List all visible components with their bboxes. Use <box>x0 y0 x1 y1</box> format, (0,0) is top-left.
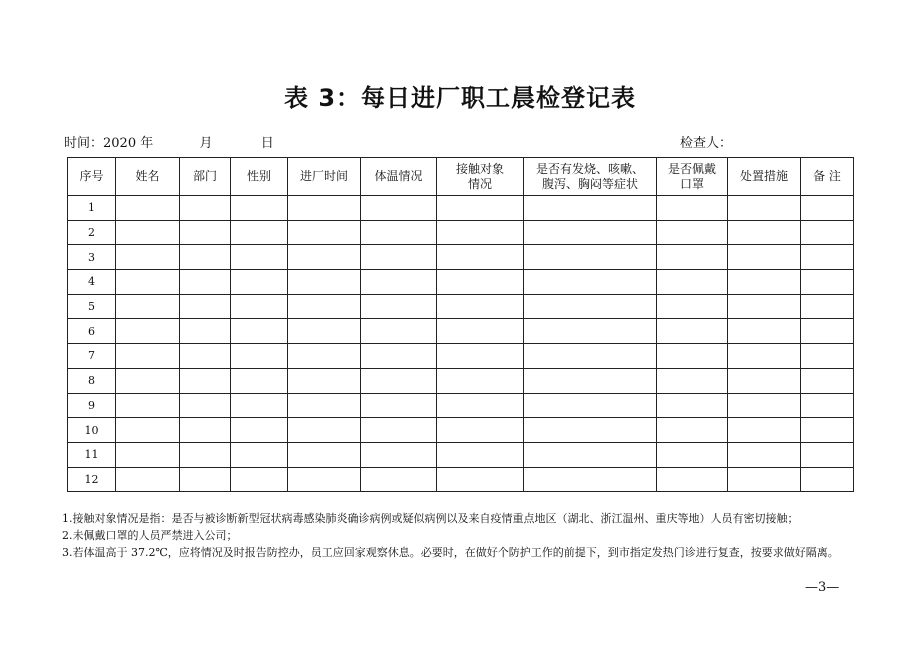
day-label: 日 <box>260 136 274 151</box>
table-cell[interactable] <box>288 319 361 344</box>
table-cell[interactable] <box>524 393 657 418</box>
table-cell[interactable] <box>231 467 288 492</box>
column-header <box>116 158 180 196</box>
row-number: 8 <box>68 368 116 393</box>
table-cell[interactable] <box>180 196 231 221</box>
inspector-label: 检查人： <box>680 136 733 151</box>
table-cell[interactable] <box>116 442 180 467</box>
table-cell[interactable] <box>180 344 231 369</box>
row-number: 1 <box>68 196 116 221</box>
header-row <box>68 158 854 196</box>
table-cell[interactable] <box>231 294 288 319</box>
table-cell[interactable] <box>288 393 361 418</box>
table-cell[interactable] <box>231 418 288 443</box>
table-cell[interactable] <box>288 245 361 270</box>
table-row <box>68 368 854 393</box>
table-cell[interactable] <box>180 467 231 492</box>
column-header-line: 是否佩戴 <box>667 161 716 176</box>
table-row <box>68 220 854 245</box>
column-header <box>361 158 437 196</box>
column-header-line: 性别 <box>246 169 271 183</box>
table-cell[interactable] <box>437 319 524 344</box>
column-header-line: 是否有发烧、咳嗽、 <box>535 161 644 176</box>
table-cell[interactable] <box>116 467 180 492</box>
table-row <box>68 319 854 344</box>
row-number: 7 <box>68 344 116 369</box>
table-row <box>68 344 854 369</box>
column-header-line: 体温情况 <box>374 169 423 183</box>
table-cell[interactable] <box>524 368 657 393</box>
table-cell[interactable] <box>288 418 361 443</box>
table-cell[interactable] <box>288 196 361 221</box>
table-cell[interactable] <box>657 442 728 467</box>
table-cell[interactable] <box>728 442 801 467</box>
table-cell[interactable] <box>116 220 180 245</box>
table-cell[interactable] <box>437 344 524 369</box>
table-cell[interactable] <box>116 344 180 369</box>
table-cell[interactable] <box>361 442 437 467</box>
row-number: 4 <box>68 270 116 295</box>
column-header-line: 进厂时间 <box>299 169 348 183</box>
table-cell[interactable] <box>116 294 180 319</box>
table-cell[interactable] <box>437 245 524 270</box>
table-cell[interactable] <box>180 220 231 245</box>
table-row <box>68 196 854 221</box>
table-cell[interactable] <box>288 220 361 245</box>
table-cell[interactable] <box>231 368 288 393</box>
table-cell[interactable] <box>231 220 288 245</box>
table-cell[interactable] <box>728 393 801 418</box>
column-header-line: 姓名 <box>135 169 160 183</box>
table-cell[interactable] <box>180 368 231 393</box>
table-cell[interactable] <box>801 442 854 467</box>
table-cell[interactable] <box>361 220 437 245</box>
table-cell[interactable] <box>116 270 180 295</box>
table-cell[interactable] <box>231 196 288 221</box>
column-header <box>728 158 801 196</box>
note-1: 1.接触对象情况是指：是否与被诊断新型冠状病毒感染肺炎确诊病例或疑似病例以及来自疫情重点地区（湖北、浙江温州、重庆等地）人员有密切接触； <box>62 512 799 525</box>
table-cell[interactable] <box>288 270 361 295</box>
row-number: 9 <box>68 393 116 418</box>
table-cell[interactable] <box>437 442 524 467</box>
table-cell[interactable] <box>361 393 437 418</box>
table-cell[interactable] <box>231 245 288 270</box>
table-cell[interactable] <box>231 442 288 467</box>
table-cell[interactable] <box>657 344 728 369</box>
table-cell[interactable] <box>231 270 288 295</box>
page-title: 表 3：每日进厂职工晨检登记表 <box>283 84 637 112</box>
table-cell[interactable] <box>657 196 728 221</box>
table-cell[interactable] <box>728 344 801 369</box>
table-cell[interactable] <box>288 294 361 319</box>
table-cell[interactable] <box>657 368 728 393</box>
row-number: 2 <box>68 220 116 245</box>
table-cell[interactable] <box>288 368 361 393</box>
table-cell[interactable] <box>361 294 437 319</box>
table-cell[interactable] <box>437 393 524 418</box>
table-cell[interactable] <box>657 467 728 492</box>
table-cell[interactable] <box>180 418 231 443</box>
column-header-line: 口罩 <box>679 176 704 191</box>
table-cell[interactable] <box>361 344 437 369</box>
table-cell[interactable] <box>180 245 231 270</box>
note-2: 2.未佩戴口罩的人员严禁进入公司； <box>62 529 238 542</box>
table-cell[interactable] <box>657 319 728 344</box>
table-cell[interactable] <box>288 467 361 492</box>
table-cell[interactable] <box>288 442 361 467</box>
row-number: 10 <box>68 418 116 443</box>
column-header <box>657 158 728 196</box>
table-cell[interactable] <box>728 319 801 344</box>
table-cell[interactable] <box>437 220 524 245</box>
table-cell[interactable] <box>728 270 801 295</box>
column-header <box>524 158 657 196</box>
table-cell[interactable] <box>116 418 180 443</box>
table-cell[interactable] <box>116 368 180 393</box>
table-row <box>68 418 854 443</box>
table-cell[interactable] <box>180 319 231 344</box>
column-header-line: 备 注 <box>813 169 841 183</box>
table-cell[interactable] <box>524 220 657 245</box>
column-header-line: 接触对象 <box>455 161 504 176</box>
table-row <box>68 442 854 467</box>
table-cell[interactable] <box>728 220 801 245</box>
row-number: 3 <box>68 245 116 270</box>
table-cell[interactable] <box>524 467 657 492</box>
table-cell[interactable] <box>361 418 437 443</box>
table-row <box>68 467 854 492</box>
table-cell[interactable] <box>231 393 288 418</box>
table-cell[interactable] <box>361 245 437 270</box>
table-cell[interactable] <box>728 294 801 319</box>
table-cell[interactable] <box>657 393 728 418</box>
column-header <box>801 158 854 196</box>
table-cell[interactable] <box>524 294 657 319</box>
registration-table <box>67 157 854 492</box>
table-cell[interactable] <box>180 442 231 467</box>
table-cell[interactable] <box>437 294 524 319</box>
table-row <box>68 393 854 418</box>
table-cell[interactable] <box>437 368 524 393</box>
table-row <box>68 245 854 270</box>
table-cell[interactable] <box>437 270 524 295</box>
table-cell[interactable] <box>231 319 288 344</box>
table-cell[interactable] <box>361 368 437 393</box>
date-line <box>64 132 274 151</box>
table-cell[interactable] <box>180 294 231 319</box>
column-header-line: 序号 <box>79 169 104 183</box>
row-number: 11 <box>68 442 116 467</box>
table-cell[interactable] <box>801 220 854 245</box>
column-header-line: 腹泻、胸闷等症状 <box>541 176 638 191</box>
month-label: 月 <box>199 136 213 151</box>
table-cell[interactable] <box>524 418 657 443</box>
table-cell[interactable] <box>524 245 657 270</box>
table-cell[interactable] <box>728 245 801 270</box>
column-header <box>288 158 361 196</box>
table-cell[interactable] <box>524 270 657 295</box>
table-cell[interactable] <box>801 393 854 418</box>
table-cell[interactable] <box>801 245 854 270</box>
table-cell[interactable] <box>801 368 854 393</box>
table-cell[interactable] <box>801 418 854 443</box>
table-cell[interactable] <box>657 220 728 245</box>
column-header <box>68 158 116 196</box>
table-cell[interactable] <box>116 196 180 221</box>
table-cell[interactable] <box>180 270 231 295</box>
table-cell[interactable] <box>524 344 657 369</box>
table-cell[interactable] <box>437 418 524 443</box>
table-row <box>68 270 854 295</box>
table-cell[interactable] <box>361 467 437 492</box>
table-cell[interactable] <box>657 294 728 319</box>
table-cell[interactable] <box>801 294 854 319</box>
table-cell[interactable] <box>801 467 854 492</box>
table-cell[interactable] <box>728 467 801 492</box>
table-cell[interactable] <box>728 196 801 221</box>
table-body <box>68 196 854 492</box>
table-cell[interactable] <box>728 418 801 443</box>
table-cell[interactable] <box>288 344 361 369</box>
column-header <box>231 158 288 196</box>
table-cell[interactable] <box>524 442 657 467</box>
table-cell[interactable] <box>657 270 728 295</box>
table-cell[interactable] <box>231 344 288 369</box>
table-cell[interactable] <box>361 319 437 344</box>
column-header-line: 部门 <box>192 169 217 183</box>
table-cell[interactable] <box>801 270 854 295</box>
row-number: 12 <box>68 467 116 492</box>
notes <box>62 510 839 561</box>
table-cell[interactable] <box>524 196 657 221</box>
table-cell[interactable] <box>801 319 854 344</box>
table-cell[interactable] <box>801 344 854 369</box>
note-3: 3.若体温高于 37.2℃，应将情况及时报告防控办，员工应回家观察休息。必要时，在做好个防护工作的前提下，到市指定发热门诊进行复查，按要求做好隔离。 <box>62 546 839 559</box>
table-cell[interactable] <box>728 368 801 393</box>
table-cell[interactable] <box>116 245 180 270</box>
table-cell[interactable] <box>361 270 437 295</box>
table-row <box>68 294 854 319</box>
table-cell[interactable] <box>116 319 180 344</box>
table-cell[interactable] <box>361 196 437 221</box>
table-cell[interactable] <box>524 319 657 344</box>
table-cell[interactable] <box>437 196 524 221</box>
column-header <box>180 158 231 196</box>
time-label: 时间：2020 年 <box>64 136 154 151</box>
table-cell[interactable] <box>437 467 524 492</box>
table-cell[interactable] <box>657 245 728 270</box>
row-number: 6 <box>68 319 116 344</box>
table-cell[interactable] <box>116 393 180 418</box>
table-cell[interactable] <box>801 196 854 221</box>
table-cell[interactable] <box>180 393 231 418</box>
column-header-line: 情况 <box>467 176 492 191</box>
table-cell[interactable] <box>657 418 728 443</box>
column-header <box>437 158 524 196</box>
column-header-line: 处置措施 <box>739 169 788 183</box>
row-number: 5 <box>68 294 116 319</box>
page-number: —3— <box>805 580 840 595</box>
